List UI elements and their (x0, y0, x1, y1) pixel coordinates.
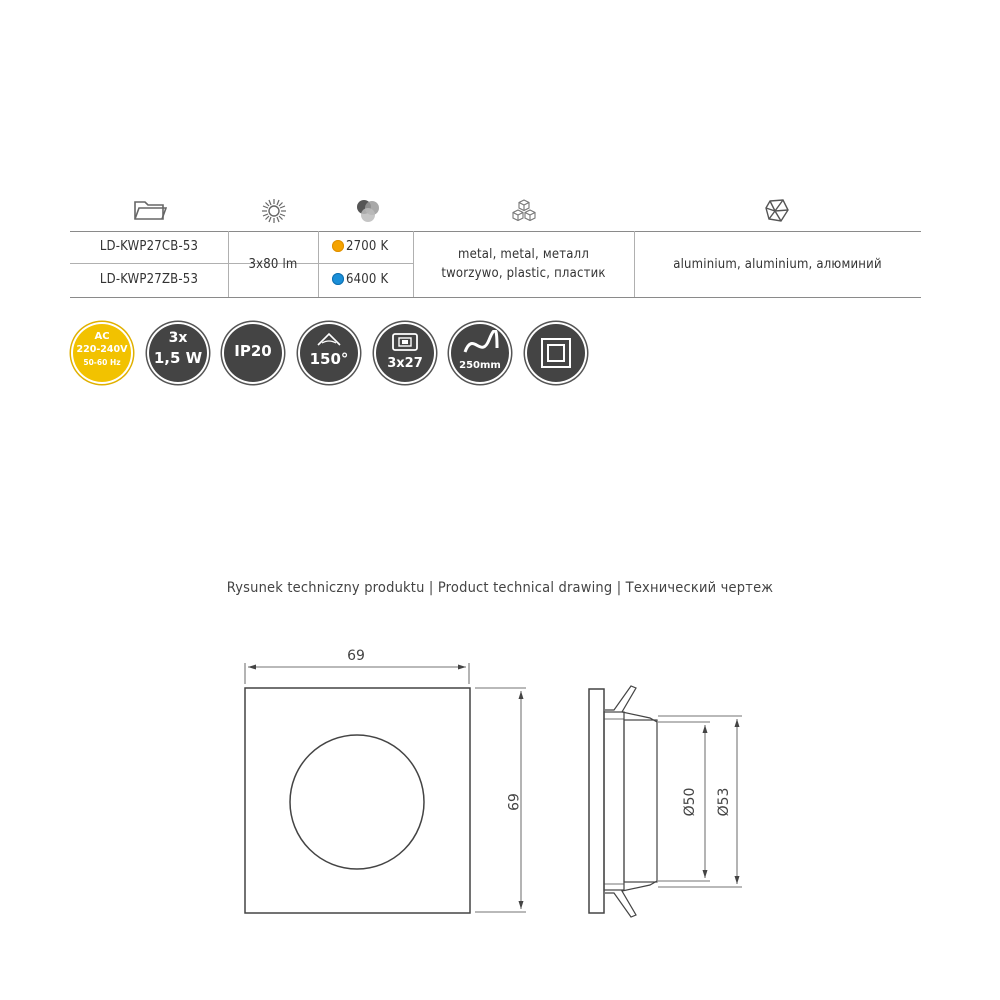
ac-voltage-badge: AC 220-240V 50-60 Hz (71, 322, 133, 384)
model-cell: LD-KWP27ZB-53 (99, 272, 199, 287)
power-badge: 3x 1,5 W (147, 322, 209, 384)
lumens-cell: 3x80 lm (248, 257, 298, 272)
drawing-title: Rysunek techniczny produktu | Product technical drawing | Технический чертеж (226, 580, 774, 596)
front-width-label: 69 (347, 648, 365, 664)
color-temp-cell: 2700 K (332, 239, 388, 254)
ip-rating-badge: IP20 (222, 322, 284, 384)
led-count-badge: 3x27 (374, 322, 436, 384)
material-line-1: metal, metal, металл (458, 247, 589, 262)
side-d50-label: Ø50 (682, 787, 698, 817)
finish-cell: aluminium, aluminium, алюминий (673, 257, 882, 272)
front-view (245, 663, 526, 913)
front-height-label: 69 (504, 793, 520, 811)
color-temp-cell: 6400 K (332, 272, 388, 287)
material-line-2: tworzywo, plastic, пластик (441, 266, 606, 281)
model-cell: LD-KWP27CB-53 (99, 239, 199, 254)
side-d53-label: Ø53 (716, 787, 732, 817)
beam-angle-badge: 150° (298, 322, 360, 384)
cable-length-badge: 250mm (449, 322, 511, 384)
